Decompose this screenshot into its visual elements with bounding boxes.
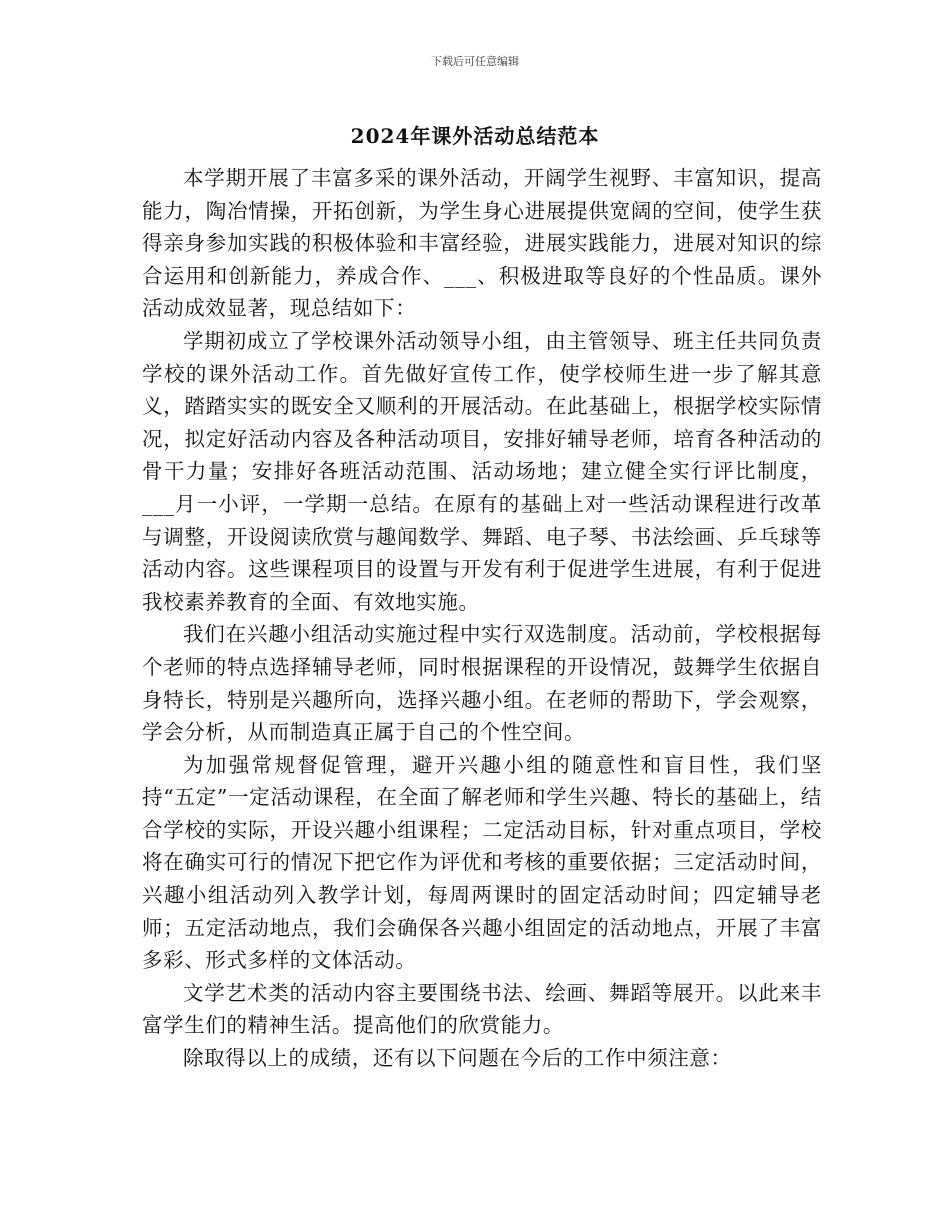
paragraph-1: 本学期开展了丰富多采的课外活动，开阔学生视野、丰富知识，提高能力，陶冶情操，开拓创新，为学生身心进展提供宽阔的空间，使学生获得亲身参加实践的积极体验和丰富经验，进展实践能力，进展对知识的综合运用和创新能力，养成合作、___、积极进取等良好的个性品质。课外活动成效显著，现总结如下： (142, 166, 822, 321)
paragraph-4: 为加强常规督促管理，避开兴趣小组的随意性和盲目性，我们坚持“五定”一定活动课程，在全面了解老师和学生兴趣、特长的基础上，结合学校的实际，开设兴趣小组课程；二定活动目标，针对重点项目，学校将在确实可行的情况下把它作为评优和考核的重要依据；三定活动时间，兴趣小组活动列入教学计划，每周两课时的固定活动时间；四定辅导老师；五定活动地点，我们会确保各兴趣小组固定的活动地点，开展了丰富多彩、形式多样的文体活动。 (142, 752, 822, 973)
document-title: 2024年课外活动总结范本 (350, 124, 600, 148)
paragraph-3: 我们在兴趣小组活动实施过程中实行双选制度。活动前，学校根据每个老师的特点选择辅导老师，同时根据课程的开设情况，鼓舞学生依据自身特长，特别是兴趣所向，选择兴趣小组。在老师的帮助下，学会观察，学会分析，从而制造真正属于自己的个性空间。 (142, 622, 822, 745)
document-body (142, 162, 822, 1075)
header-note: 下载后可任意编辑 (431, 55, 519, 68)
paragraph-2: 学期初成立了学校课外活动领导小组，由主管领导、班主任共同负责学校的课外活动工作。首先做好宣传工作，使学校师生进一步了解其意义，踏踏实实的既安全又顺利的开展活动。在此基础上，根据学校实际情况，拟定好活动内容及各种活动项目，安排好辅导老师，培育各种活动的骨干力量；安排好各班活动范围、活动场地；建立健全实行评比制度，___月一小评，一学期一总结。在原有的基础上对一些活动课程进行改革与调整，开设阅读欣赏与趣闻数学、舞蹈、电子琴、书法绘画、乒乓球等活动内容。这些课程项目的设置与开发有利于促进学生进展，有利于促进我校素养教育的全面、有效地实施。 (142, 328, 822, 614)
paragraph-6: 除取得以上的成绩，还有以下问题在今后的工作中须注意： (183, 1046, 732, 1071)
paragraph-5: 文学艺术类的活动内容主要围绕书法、绘画、舞蹈等展开。以此来丰富学生们的精神生活。提高他们的欣赏能力。 (142, 980, 822, 1038)
